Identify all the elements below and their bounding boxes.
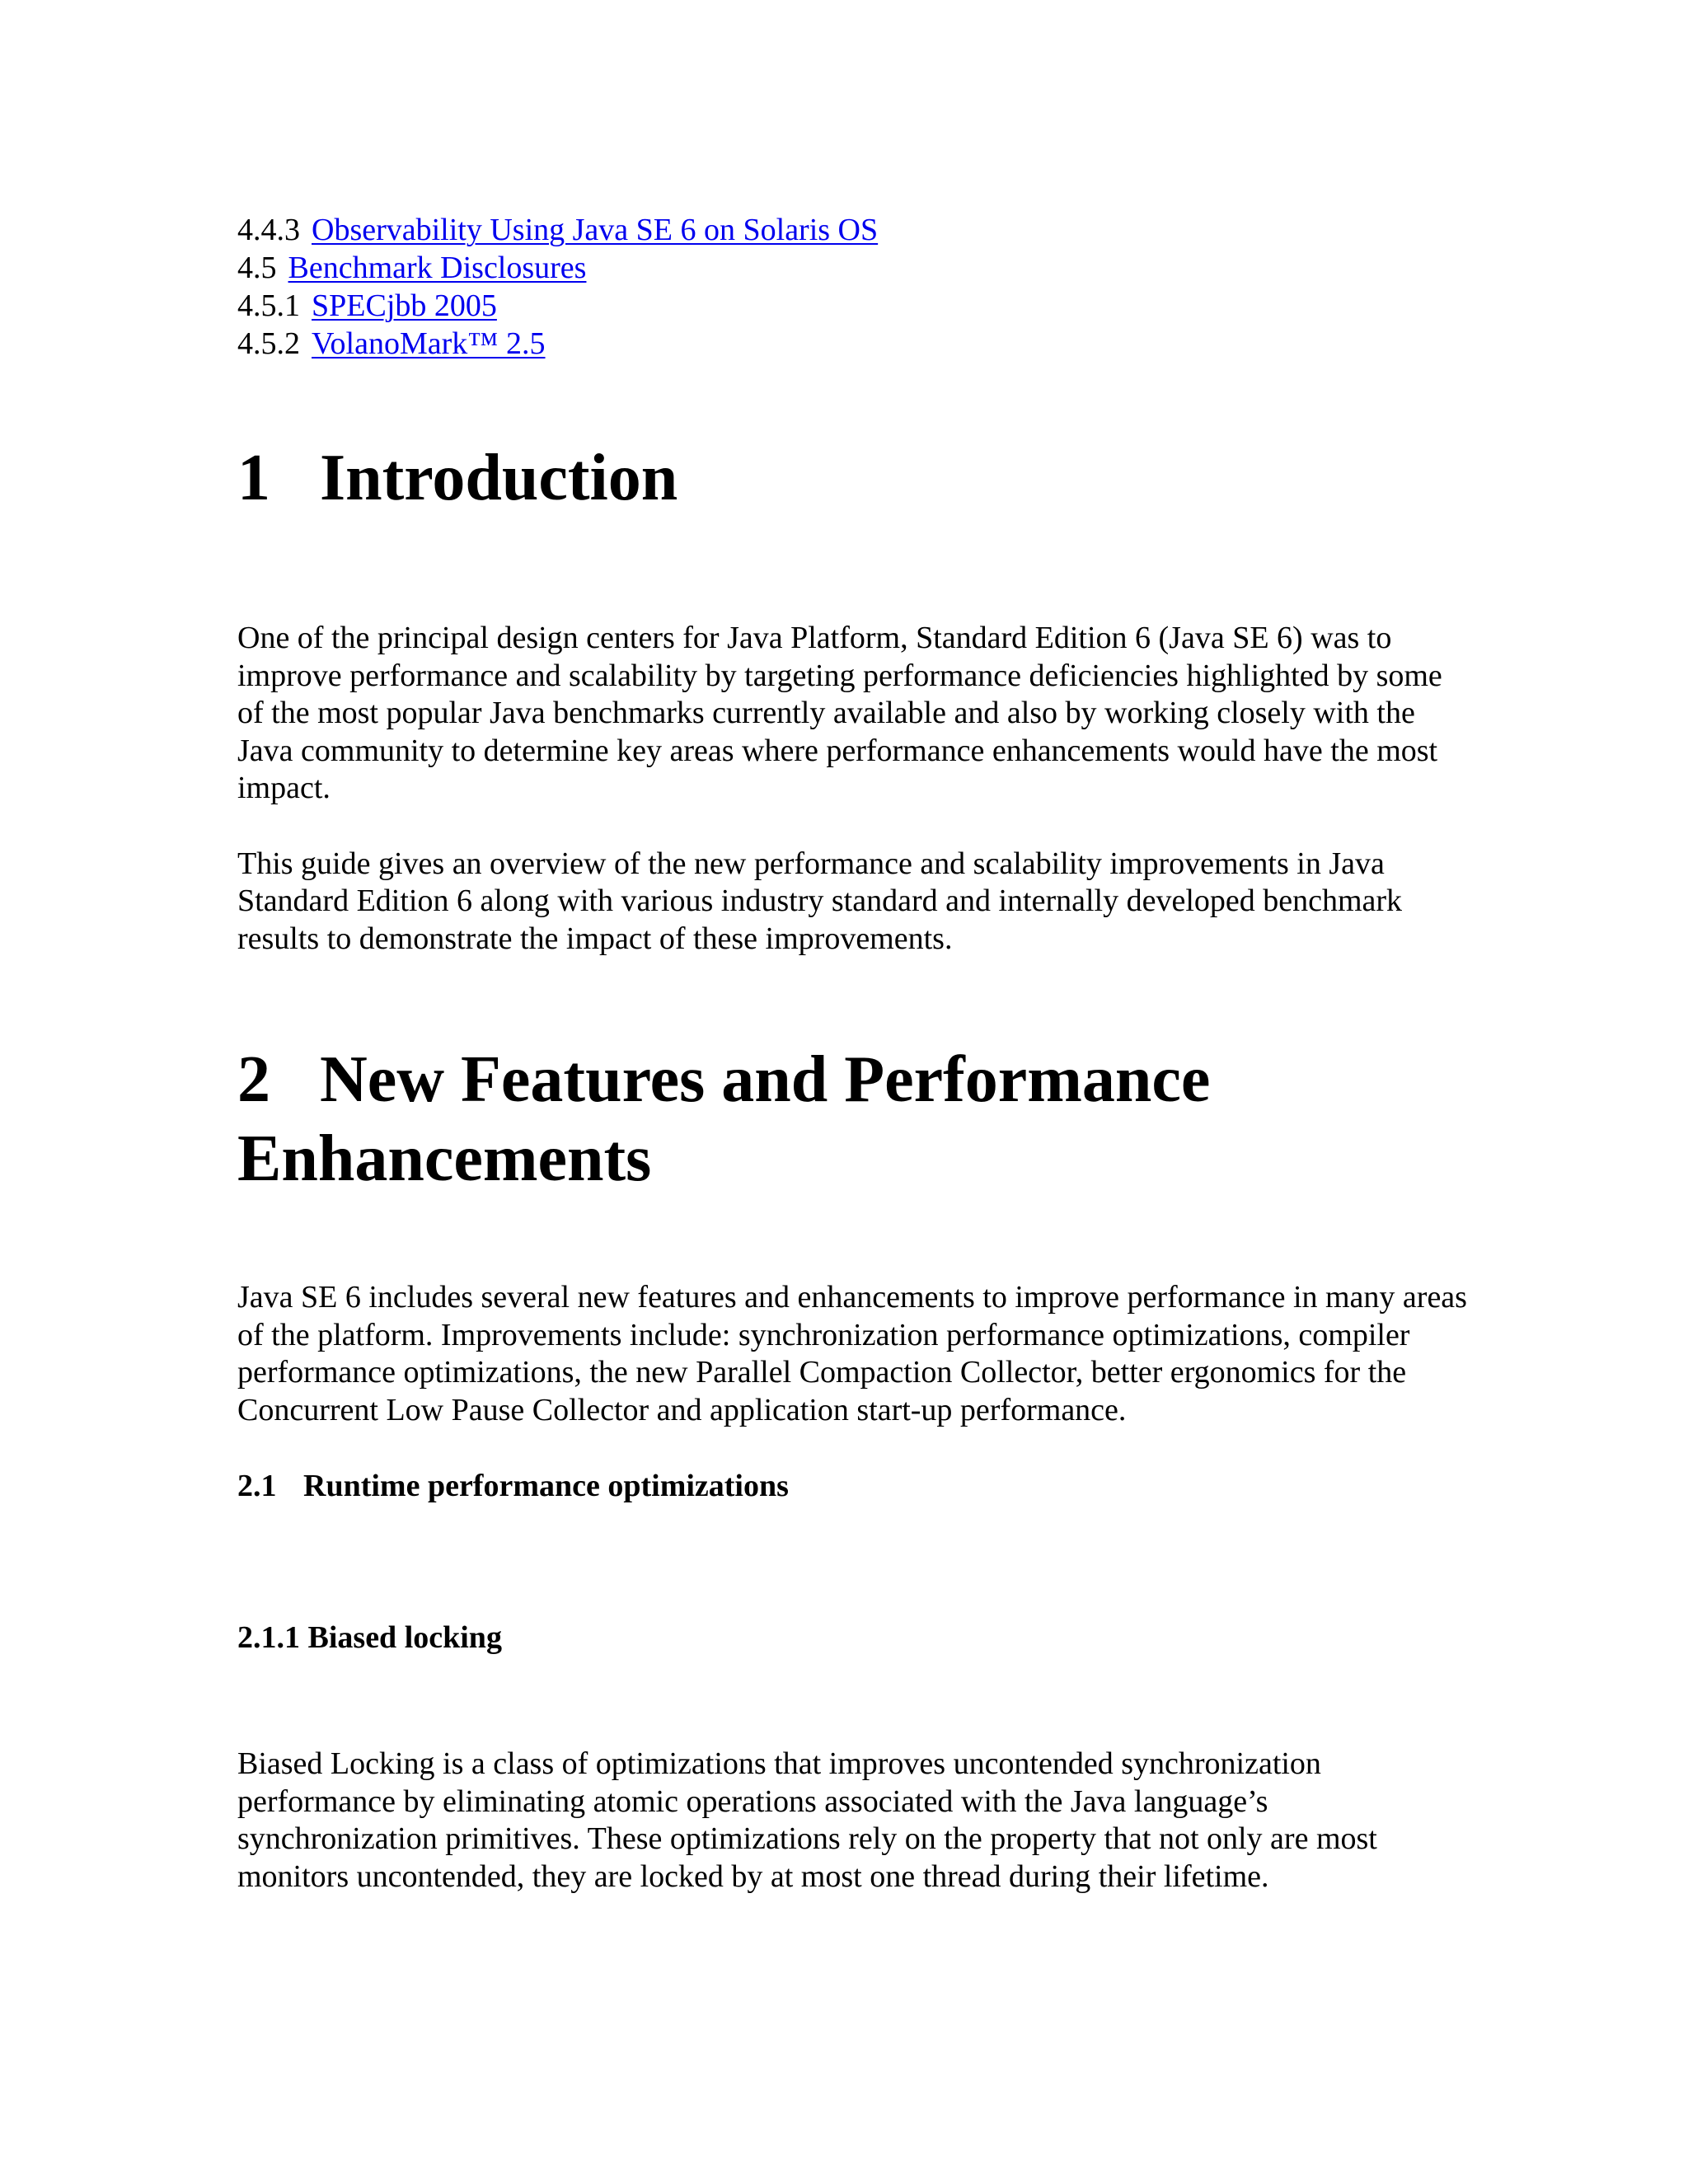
section-number: 2 xyxy=(237,1043,270,1116)
section-heading-new-features xyxy=(237,1040,1474,1198)
toc-link-volanomark[interactable]: VolanoMark™ 2.5 xyxy=(312,326,546,361)
body-paragraph: Java SE 6 includes several new features and enhancements to improve performance in many areas of the platform. Improvements include: synchronization performance optimizations, compiler performance optimizations, the new Parallel Compaction Collector, better ergonomics for the Concurrent Low Pause Collector and application start-up performance. xyxy=(237,1280,1467,1427)
subsection-number: 2.1 xyxy=(237,1469,277,1503)
toc-link-observability[interactable]: Observability Using Java SE 6 on Solaris OS xyxy=(312,213,879,247)
toc-number: 4.5 xyxy=(237,251,277,285)
subsection-title: Runtime performance optimizations xyxy=(303,1469,789,1503)
body-paragraph: Biased Locking is a class of optimizations that improves uncontended synchronization performance by eliminating atomic operations associated with the Java language’s synchronization primitives. These optimizations rely on the property that not only are most monitors uncontended, they are locked by at most one thread during their lifetime. xyxy=(237,1746,1377,1894)
toc-number: 4.4.3 xyxy=(237,213,300,247)
body-paragraph: This guide gives an overview of the new performance and scalability improvements in Java Standard Edition 6 along with various industry standard and internally developed benchmark results to demonstrate the impact of these improvements. xyxy=(237,846,1403,956)
section-number: 1 xyxy=(237,442,270,514)
section-title: New Features and Performance Enhancements xyxy=(237,1043,1211,1195)
subsubsection-heading-biased-locking: 2.1.1 Biased locking xyxy=(237,1620,502,1655)
toc-link-specjbb[interactable]: SPECjbb 2005 xyxy=(312,288,497,323)
toc-entry xyxy=(237,287,1474,325)
toc-link-benchmark-disclosures[interactable]: Benchmark Disclosures xyxy=(288,251,587,285)
body-paragraph: One of the principal design centers for Java Platform, Standard Edition 6 (Java SE 6) was to improve performance and scalability by targeting performance deficiencies highlighted by some of the most popular Java benchmarks currently available and also by working closely with the Java community to determine key areas where performance enhancements would have the most impact. xyxy=(237,621,1442,805)
section-heading-introduction xyxy=(237,438,1474,518)
subsection-heading-runtime xyxy=(237,1467,1474,1505)
page-content xyxy=(237,211,1474,1896)
toc-entry xyxy=(237,325,1474,363)
toc-number: 4.5.2 xyxy=(237,326,300,361)
toc-number: 4.5.1 xyxy=(237,288,300,323)
table-of-contents xyxy=(237,211,1474,363)
section-title: Introduction xyxy=(320,442,678,514)
toc-entry xyxy=(237,249,1474,287)
toc-entry xyxy=(237,211,1474,249)
